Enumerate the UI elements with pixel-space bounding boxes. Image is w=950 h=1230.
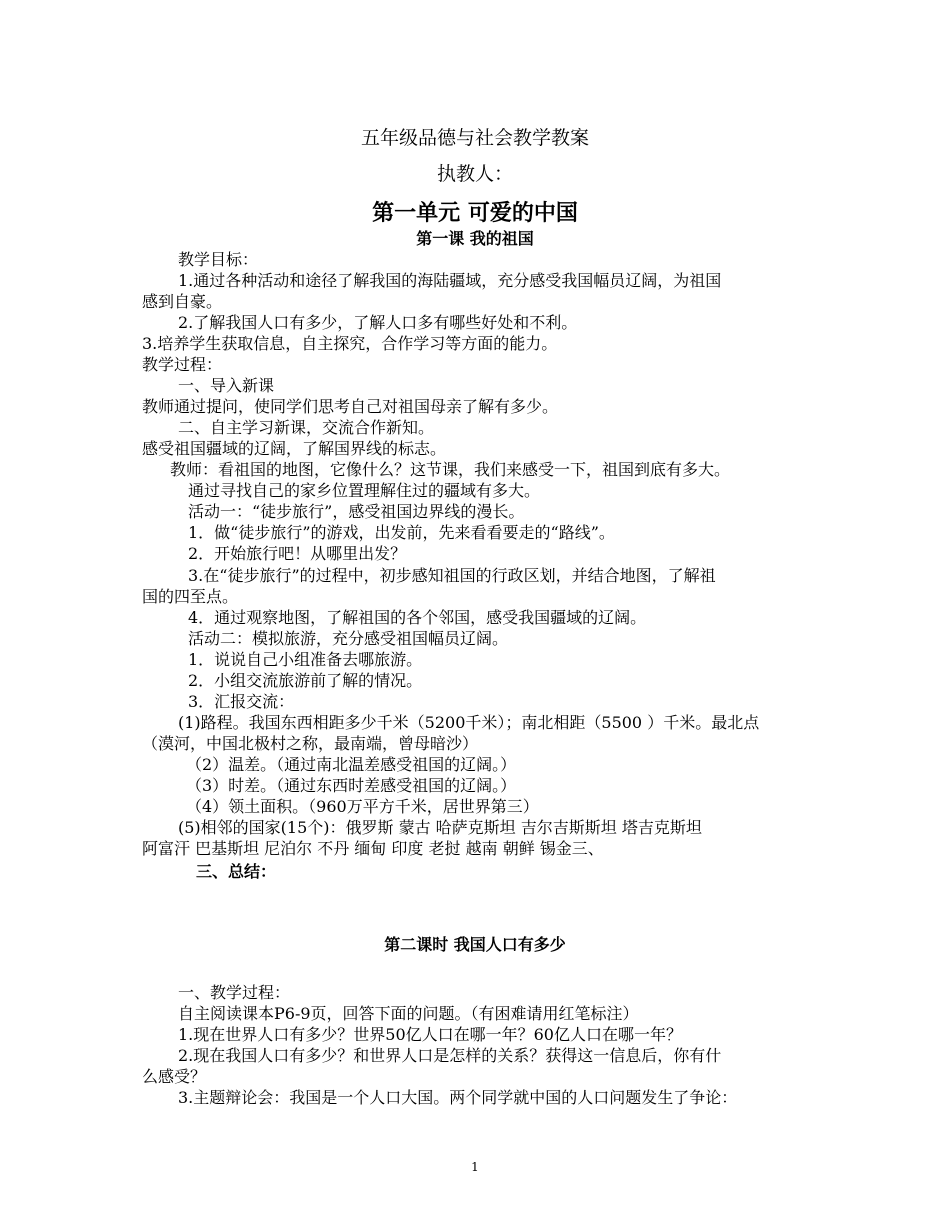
text-line: 2．开始旅行吧！从哪里出发？ — [188, 544, 407, 563]
text-line: 2.了解我国人口有多少，了解人口多有哪些好处和不利。 — [178, 313, 578, 332]
text-line: （4）领土面积。（960万平方千米，居世界第三） — [186, 797, 539, 816]
text-line: 教学过程： — [142, 355, 223, 374]
text-line: (1)路程。我国东西相距多少千米（5200千米）；南北相距（5500 ）千米。最北点 — [178, 713, 760, 732]
text-line: 感到自豪。 — [142, 292, 223, 311]
text-line: 3.培养学生获取信息，自主探究，合作学习等方面的能力。 — [142, 334, 558, 353]
text-line: 4．通过观察地图，了解祖国的各个邻国，感受我国疆域的辽阔。 — [188, 608, 647, 627]
text-line: 1.现在世界人口有多少？世界50亿人口在哪一年？60亿人口在哪一年？ — [178, 1025, 682, 1044]
text-line: 自主阅读课本P6-9页，回答下面的问题。（有困难请用红笔标注） — [178, 1004, 639, 1023]
text-line: （3）时差。（通过东西时差感受祖国的辽阔。） — [186, 776, 517, 795]
text-line: 活动一：“徒步旅行”，感受祖国边界线的漫长。 — [188, 502, 525, 521]
lesson-heading: 第一课 我的祖国 — [416, 229, 534, 248]
text-line: 二、自主学习新课，交流合作新知。 — [178, 418, 435, 437]
text-line: 2.现在我国人口有多少？和世界人口是怎样的关系？获得这一信息后，你有什 — [178, 1046, 722, 1065]
unit-heading: 第一单元 可爱的中国 — [372, 200, 578, 226]
text-line: 1．做“徒步旅行”的游戏，出发前，先来看看要走的“路线”。 — [188, 523, 615, 542]
text-line: 3.主题辩论会：我国是一个人口大国。两个同学就中国的人口问题发生了争论： — [178, 1088, 738, 1107]
text-line: 教师通过提问，使同学们思考自己对祖国母亲了解有多少。 — [142, 397, 559, 416]
text-line: （漠河，中国北极村之称，最南端，曾母暗沙） — [142, 734, 479, 753]
text-line: 么感受？ — [142, 1067, 207, 1086]
lesson2-heading: 第二课时 我国人口有多少 — [384, 935, 566, 954]
text-line: 2．小组交流旅游前了解的情况。 — [188, 671, 423, 690]
page-number: 1 — [471, 1160, 479, 1174]
text-line: （2）温差。（通过南北温差感受祖国的辽阔。） — [186, 755, 517, 774]
text-line: 3．汇报交流： — [188, 692, 295, 711]
text-line: 一、教学过程： — [178, 983, 291, 1002]
summary-heading: 三、总结： — [196, 862, 277, 881]
doc-title: 五年级品德与社会教学教案 — [360, 127, 589, 149]
text-line: 1．说说自己小组准备去哪旅游。 — [188, 650, 423, 669]
text-line: 感受祖国疆域的辽阔，了解国界线的标志。 — [142, 439, 447, 458]
teacher-label: 执教人： — [436, 163, 513, 185]
text-line: 3.在“徒步旅行”的过程中，初步感知祖国的行政区划，并结合地图，了解祖 — [188, 566, 716, 585]
text-line: 1.通过各种活动和途径了解我国的海陆疆域，充分感受我国幅员辽阔，为祖国 — [178, 271, 722, 290]
text-line: (5)相邻的国家(15个)：俄罗斯 蒙古 哈萨克斯坦 吉尔吉斯斯坦 塔吉克斯坦 — [178, 818, 702, 837]
text-line: 阿富汗 巴基斯坦 尼泊尔 不丹 缅甸 印度 老挝 越南 朝鲜 锡金三、 — [142, 839, 604, 858]
text-line: 通过寻找自己的家乡位置理解住过的疆域有多大。 — [188, 481, 541, 500]
text-line: 国的四至点。 — [142, 587, 239, 606]
text-line: 一、导入新课 — [178, 376, 275, 395]
text-line: 教学目标： — [178, 250, 259, 269]
text-line: 活动二：模拟旅游，充分感受祖国幅员辽阔。 — [188, 629, 509, 648]
text-line: 教师：看祖国的地图，它像什么？这节课，我们来感受一下，祖国到底有多大。 — [170, 460, 731, 479]
